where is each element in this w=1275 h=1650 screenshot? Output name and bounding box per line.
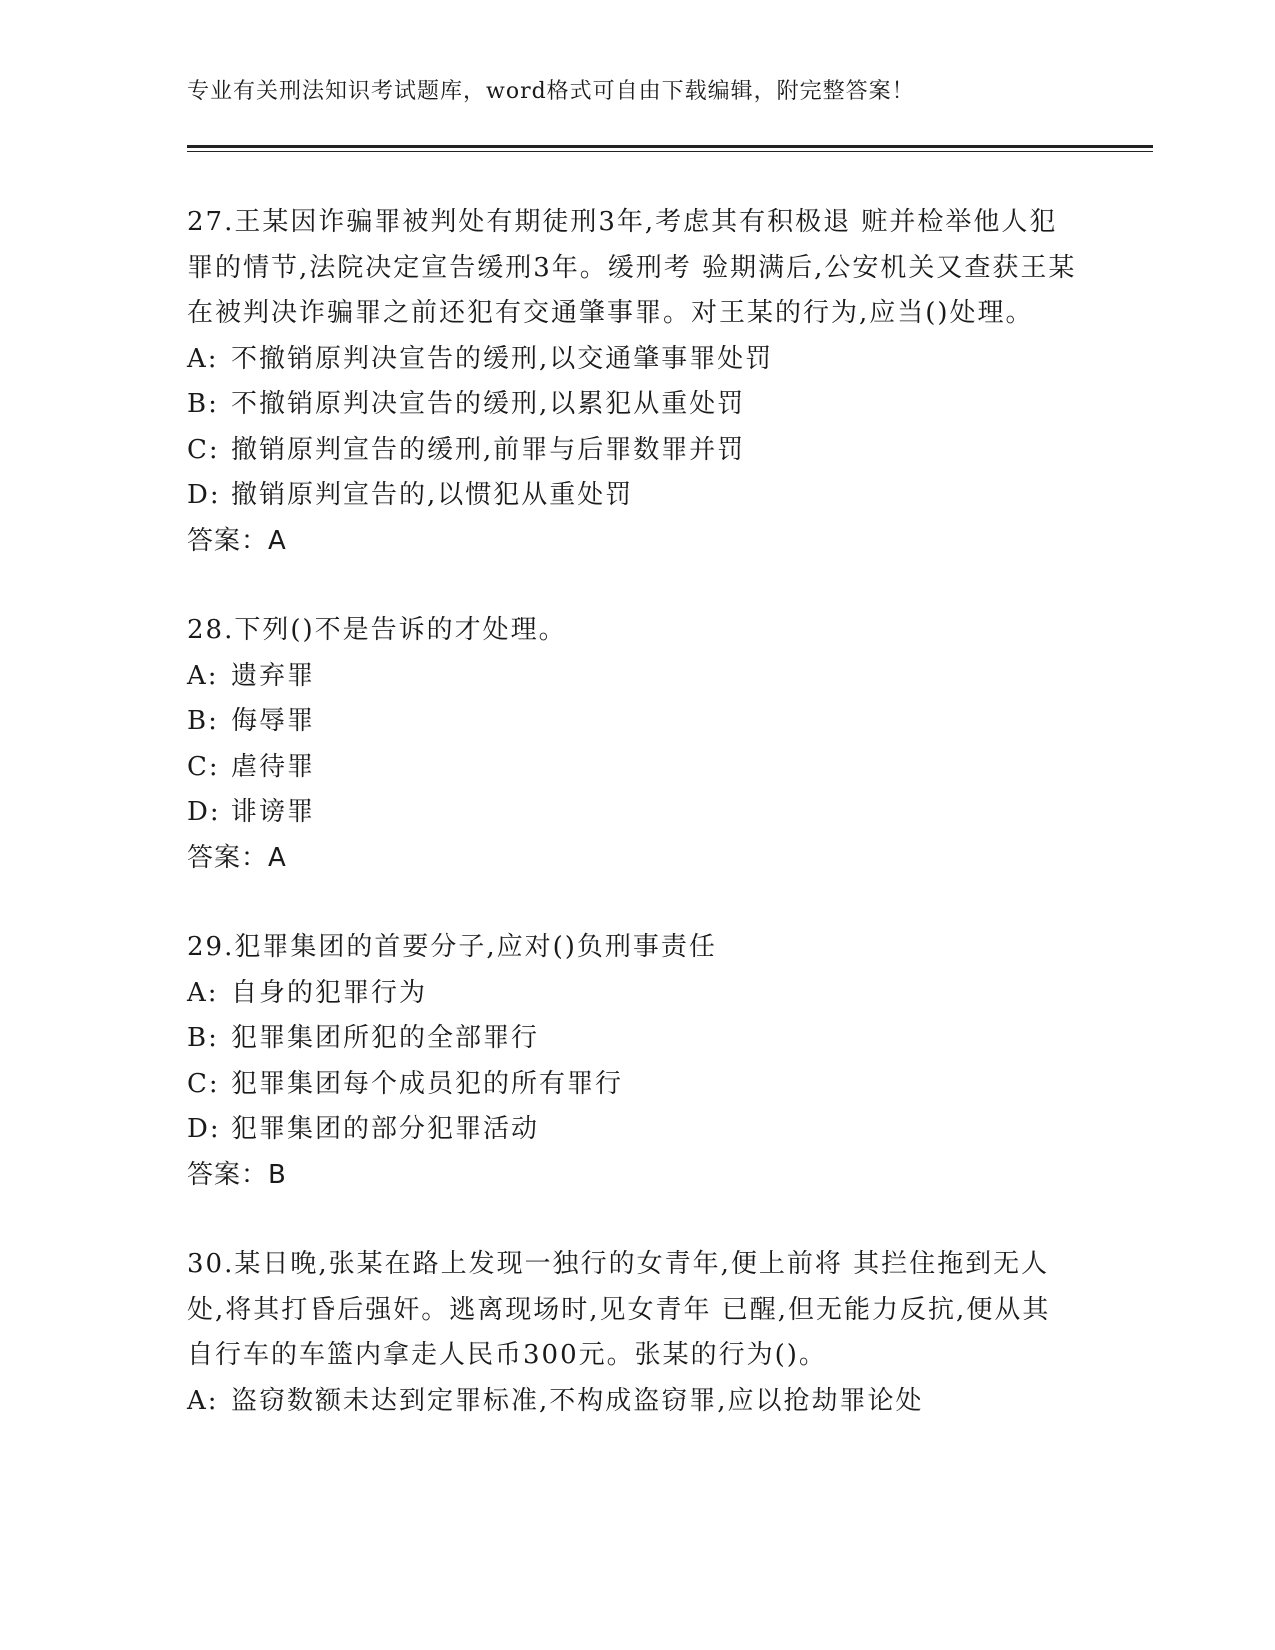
option-a <box>187 337 1077 383</box>
option-d <box>187 1107 1077 1153</box>
option-b <box>187 1016 1077 1062</box>
option-a <box>187 1379 1077 1425</box>
option-key: B: <box>187 389 219 419</box>
option-text: 撤销原判宣告的缓刑,前罪与后罪数罪并罚 <box>231 434 746 465</box>
option-text: 撤销原判宣告的,以惯犯从重处罚 <box>231 480 634 510</box>
option-text: 盗窃数额未达到定罪标准,不构成盗窃罪,应以抢劫罪论处 <box>231 1385 924 1416</box>
answer-line: 答案：B <box>187 1159 287 1190</box>
option-c <box>187 428 1077 474</box>
option-key: D: <box>187 480 221 510</box>
option-b <box>187 699 1077 745</box>
question-28 <box>187 608 1077 881</box>
option-text: 遗弃罪 <box>231 660 316 691</box>
option-d <box>187 790 1077 836</box>
question-stem: 30.某日晚,张某在路上发现一独行的女青年,便上前将 其拦住拖到无人处,将其打昏后强奸。逃离现场时,见女青年 已醒,但无能力反抗,便从其自行车的车篮内拿走人民币300元。张某的行为()。 <box>187 1249 1051 1370</box>
option-text: 虐待罪 <box>231 751 316 782</box>
page-header: 专业有关刑法知识考试题库，word格式可自由下载编辑，附完整答案！ <box>187 79 915 104</box>
option-key: A: <box>187 1385 219 1416</box>
option-text: 犯罪集团每个成员犯的所有罪行 <box>231 1068 624 1099</box>
option-text: 犯罪集团所犯的全部罪行 <box>231 1023 540 1053</box>
question-29 <box>187 925 1077 1198</box>
option-d <box>187 473 1077 519</box>
answer-line: 答案：A <box>187 842 287 873</box>
question-27 <box>187 200 1077 564</box>
option-a <box>187 971 1077 1017</box>
answer-line: 答案：A <box>187 525 287 556</box>
option-key: A: <box>187 660 219 691</box>
option-key: B: <box>187 706 219 736</box>
question-30 <box>187 1242 1077 1424</box>
option-key: B: <box>187 1023 219 1053</box>
option-key: A: <box>187 343 219 374</box>
option-text: 诽谤罪 <box>231 797 316 827</box>
option-a <box>187 654 1077 700</box>
option-key: D: <box>187 1114 221 1144</box>
option-text: 犯罪集团的部分犯罪活动 <box>231 1114 540 1144</box>
option-c <box>187 745 1077 791</box>
question-stem: 29.犯罪集团的首要分子,应对()负刑事责任 <box>187 932 717 962</box>
option-text: 侮辱罪 <box>231 706 316 736</box>
header-divider <box>187 145 1153 148</box>
question-list <box>187 200 1077 1468</box>
option-key: C: <box>187 1068 220 1099</box>
option-key: A: <box>187 977 219 1008</box>
option-text: 不撤销原判决宣告的缓刑,以累犯从重处罚 <box>231 389 746 419</box>
option-text: 自身的犯罪行为 <box>231 977 428 1008</box>
option-key: D: <box>187 797 221 827</box>
option-key: C: <box>187 434 220 465</box>
question-stem: 28.下列()不是告诉的才处理。 <box>187 615 567 645</box>
option-c <box>187 1062 1077 1108</box>
option-text: 不撤销原判决宣告的缓刑,以交通肇事罪处罚 <box>231 343 774 374</box>
option-key: C: <box>187 751 220 782</box>
option-b <box>187 382 1077 428</box>
question-stem: 27.王某因诈骗罪被判处有期徒刑3年,考虑其有积极退 赃并检举他人犯罪的情节,法院决定宣告缓刑3年。缓刑考 验期满后,公安机关又查获王某在被判决诈骗罪之前还犯有交通肇事罪。对王某的行为,应当()处理。 <box>187 207 1077 328</box>
